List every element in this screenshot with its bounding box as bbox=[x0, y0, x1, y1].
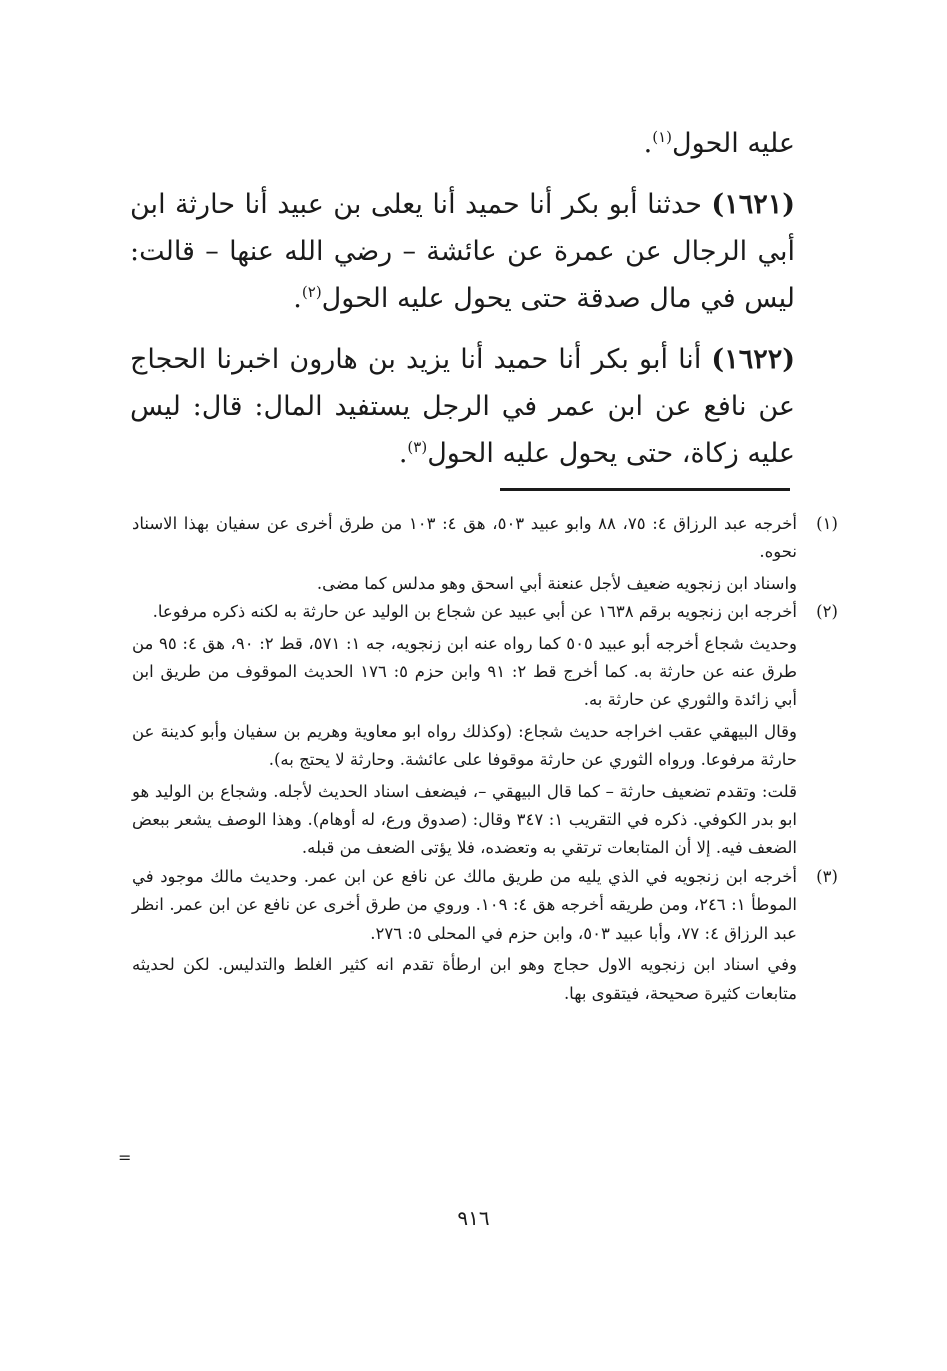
footnote-paragraph: وحديث شجاع أخرجه أبو عبيد ٥٠٥ كما رواه عنه ابن زنجويه، جه ١: ٥٧١، قط ٢: ٩٠، هق ٤: ٩٥ من طرق عنه عن حارثة به. كما أخرج قط ٢: ٩١ وابن حزم ٥: ١٧٦ الحديث الموقوف من طريق ابن أبي زائدة والثوري عن حارثة به. bbox=[132, 633, 798, 710]
footnote-paragraph: قلت: وتقدم تضعيف حارثة – كما قال البيهقي –، فيضعف اسناد الحديث لأجله. وشجاع بن الوليد هو ابو بدر الكوفي. ذكره في التقريب ١: ٣٤٧ وقال: (صدوق ورع، له أوهام). وهذا الوصف يشعر ببعض الضعف فيه. إلا أن المتابعات ترتقي به وتعضده، فلا يؤتى الضعف من قبله. bbox=[132, 781, 797, 858]
footnote-ref: (٣) bbox=[407, 438, 428, 456]
footnotes bbox=[132, 510, 838, 1008]
footnote-3 bbox=[132, 863, 838, 1008]
footnote-2 bbox=[132, 598, 838, 863]
paragraph-end: . bbox=[398, 438, 408, 469]
footnote-ref: (١) bbox=[652, 128, 673, 146]
footnote-number: (٣) bbox=[816, 866, 838, 886]
footnote-paragraph: أخرجه ابن زنجويه برقم ١٦٣٨ عن أبي عبيد عن شجاع بن الوليد عن حارثة به لكنه ذكره مرفوعا. bbox=[152, 602, 797, 622]
footnote-paragraph: وقال البيهقي عقب اخراجه حديث شجاع: (وكذلك رواه ابو معاوية وهريم بن سفيان وأبو كدينة عن حارثة مرفوعا. ورواه الثوري عن حارثة موقوفا على عائشة. وحارثة لا يحتج به). bbox=[132, 721, 797, 770]
page-number: ٩١٦ bbox=[457, 1206, 490, 1230]
main-text bbox=[130, 120, 795, 477]
paragraph-text: عليه الحول bbox=[672, 128, 795, 159]
footnote-paragraph: وفي اسناد ابن زنجويه الاول حجاج وهو ابن ارطأة تقدم انه كثير الغلط والتدليس. لكن لحديثه متابعات كثيرة صحيحة، فيتقوى بها. bbox=[132, 955, 797, 1003]
hadith-number: (١٦٢١) bbox=[711, 189, 795, 220]
hadith-number: (١٦٢٢) bbox=[711, 344, 795, 375]
footnote-paragraph: أخرجه ابن زنجويه في الذي يليه من طريق مالك عن نافع عن ابن عمر. وحديث مالك موجود في الموطأ ١: ٢٤٦، ومن طريقه أخرجه هق ٤: ١٠٩. وروي من طرق أخرى عن نافع عن ابن عمر. انظر عبد الرزاق ٤: ٧٧، وأبا عبيد ٥٠٣، وابن حزم في المحلى ٥: ٢٧٦. bbox=[132, 866, 797, 943]
footnote-ref: (٢) bbox=[301, 283, 322, 301]
footnote-separator bbox=[500, 488, 790, 491]
footnote-paragraph: أخرجه عبد الرزاق ٤: ٧٥، ٨٨ وابو عبيد ٥٠٣، هق ٤: ١٠٣ من طرق أخرى عن سفيان بهذا الاسناد نحوه. bbox=[132, 514, 797, 562]
continuation-mark: = bbox=[118, 1148, 132, 1167]
hadith-1622 bbox=[130, 336, 795, 477]
footnote-number: (٢) bbox=[816, 602, 838, 622]
footnote-1 bbox=[132, 510, 838, 598]
hadith-text: حدثنا أبو بكر أنا حميد أنا يعلى بن عبيد أنا حارثة ابن أبي الرجال عن عمرة عن عائشة – رضي الله عنها – قالت: ليس في مال صدقة حتى يحول عليه الحول bbox=[130, 189, 795, 314]
paragraph-end: . bbox=[293, 283, 302, 314]
hadith-text: أنا أبو بكر أنا حميد أنا يزيد بن هارون اخبرنا الحجاج عن نافع عن ابن عمر في الرجل يستفيد المال: قال: ليس عليه زكاة، حتى يحول عليه الحول bbox=[130, 344, 795, 469]
footnote-number: (١) bbox=[816, 514, 838, 533]
footnote-paragraph: واسناد ابن زنجويه ضعيف لأجل عنعنة أبي اسحق وهو مدلس كما مضى. bbox=[316, 573, 797, 593]
paragraph-end: . bbox=[643, 128, 653, 159]
paragraph-continuation bbox=[130, 120, 795, 167]
hadith-1621 bbox=[130, 181, 795, 322]
